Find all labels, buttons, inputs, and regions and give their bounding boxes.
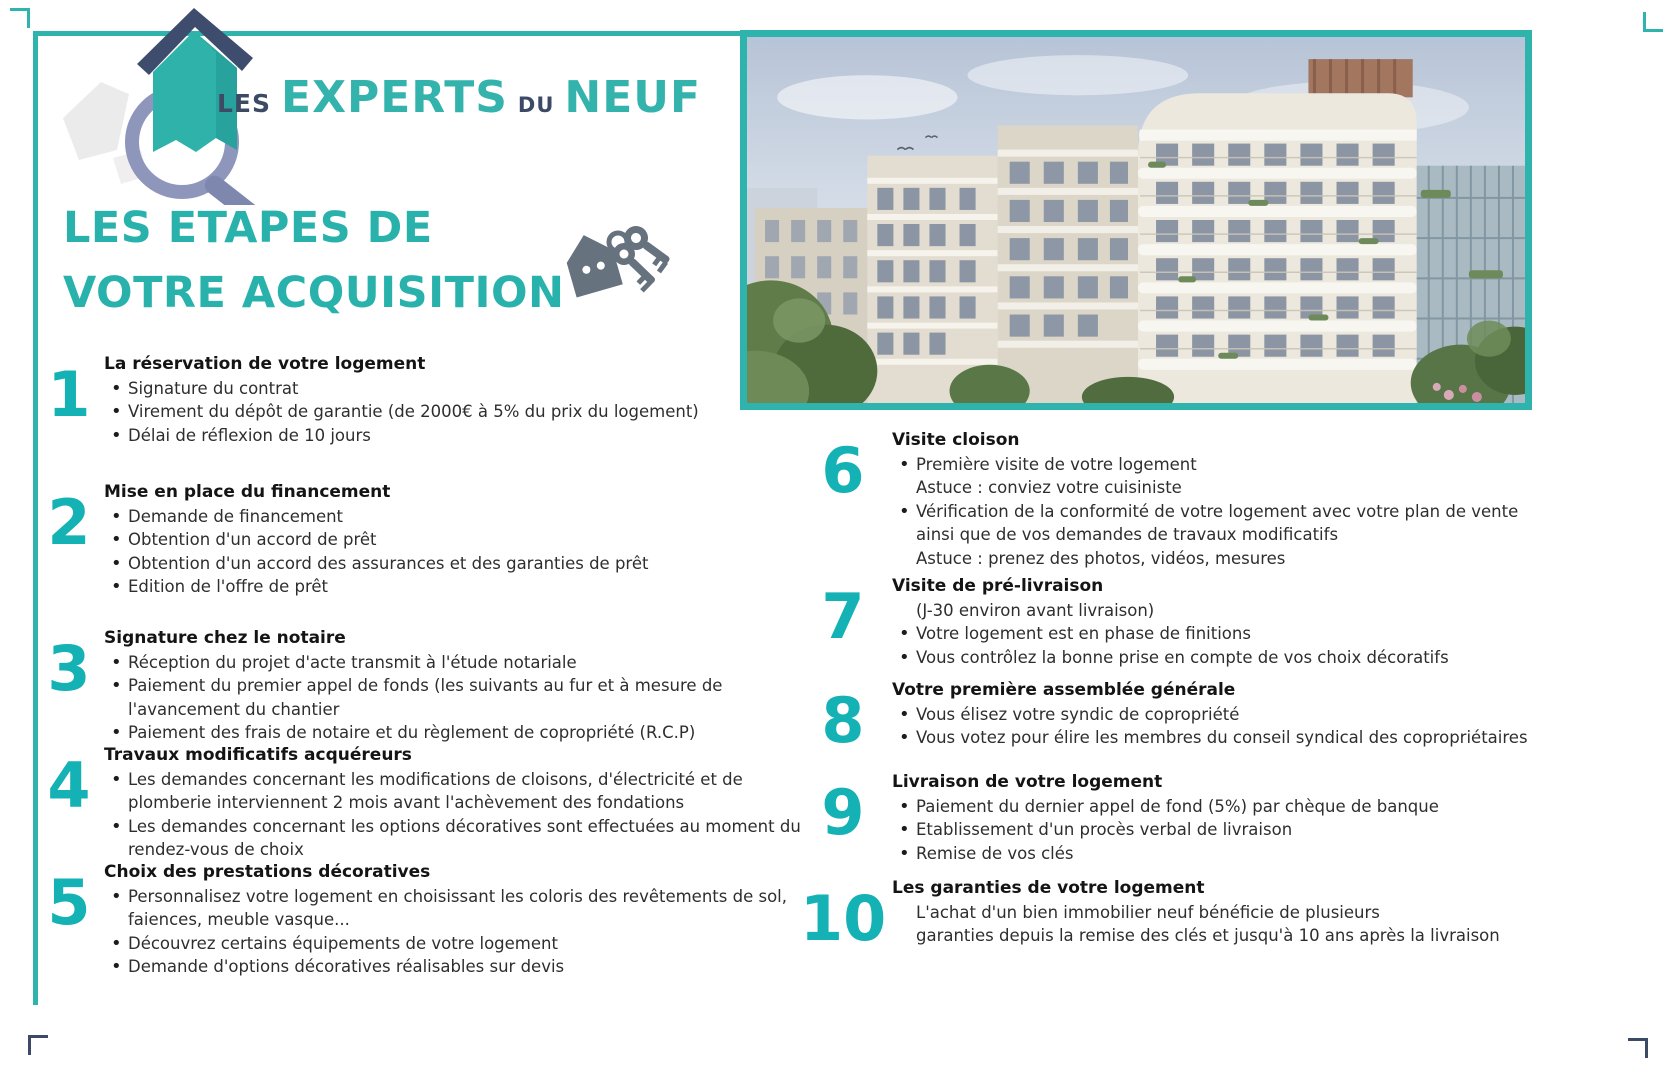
brand-word-du: DU [517,93,555,117]
step-item: • Vous contrôlez la bonne prise en compte de vos choix décoratifs [892,646,1542,669]
step-7 [800,576,1542,669]
step-10 [800,878,1542,955]
step-title: Visite de pré-livraison [892,576,1104,596]
brand-word-les: LES [217,89,272,118]
corner-mark-top-left [10,8,30,28]
step-item: • Edition de l'offre de prêt [104,575,804,598]
step-item: • Demande de financement [104,505,804,528]
step-3 [40,628,804,745]
step-item: • Les demandes concernant les options décoratives sont effectuées au moment du rendez-vous de choix [104,815,804,862]
step-title: Travaux modificatifs acquéreurs [104,745,412,765]
step-item: • Découvrez certains équipements de votre logement [104,932,804,955]
step-item: • Etablissement d'un procès verbal de livraison [892,818,1542,841]
step-9 [800,772,1542,865]
page-title-line2: VOTRE ACQUISITION [63,268,565,318]
step-number: 8 [821,684,865,757]
step-title: Les garanties de votre logement [892,878,1205,898]
step-number: 5 [47,866,91,939]
step-number: 6 [821,434,865,507]
step-item: Astuce : prenez des photos, vidéos, mesures [916,548,1286,568]
step-number: 9 [821,776,865,849]
step-2 [40,482,804,599]
step-item: • Paiement des frais de notaire et du règlement de copropriété (R.C.P) [104,721,804,744]
step-item: • Demande d'options décoratives réalisables sur devis [104,955,804,978]
corner-mark-bottom-left [28,1035,48,1055]
step-item: • Virement du dépôt de garantie (de 2000€ à 5% du prix du logement) [104,400,804,423]
step-item: (J-30 environ avant livraison) [916,601,1155,620]
page-title [63,196,565,326]
brand-logo [55,0,715,205]
step-title: Livraison de votre logement [892,772,1163,792]
step-item: • Vous votez pour élire les membres du conseil syndical des copropriétaires [892,726,1542,749]
step-item: • Obtention d'un accord de prêt [104,528,804,551]
brand-word-experts: EXPERTS [281,72,508,123]
step-number: 7 [821,580,865,653]
step-number: 4 [47,749,91,822]
step-item: • Remise de vos clés [892,842,1542,865]
step-title: Choix des prestations décoratives [104,862,431,882]
step-item: • Obtention d'un accord des assurances et des garanties de prêt [104,552,804,575]
step-item: • Signature du contrat [104,377,804,400]
step-number: 2 [47,486,91,559]
step-item: • Délai de réflexion de 10 jours [104,424,804,447]
building-photo-illustration [747,37,1525,403]
step-item: L'achat d'un bien immobilier neuf bénéficie de plusieurs [916,903,1380,922]
step-item: Astuce : conviez votre cuisiniste [916,478,1182,498]
step-6 [800,430,1542,570]
step-item: • Les demandes concernant les modifications de cloisons, d'électricité et de plomberie interviennent 2 mois avant l'achèvement des fondations [104,768,804,815]
page-title-line1: LES ETAPES DE [63,203,433,253]
step-item: garanties depuis la remise des clés et jusqu'à 10 ans après la livraison [916,926,1500,946]
step-title: La réservation de votre logement [104,354,426,374]
frame-left-line [33,31,38,1005]
step-4 [40,745,804,862]
step-item: • Votre logement est en phase de finitions [892,622,1542,645]
brand-word-neuf: NEUF [564,72,702,123]
step-item: • Vérification de la conformité de votre logement avec votre plan de vente ainsi que de vos demandes de travaux modificatifs [892,500,1542,547]
step-number: 3 [47,632,91,705]
step-number: 1 [47,358,91,431]
step-number: 10 [800,882,887,955]
step-item: • Paiement du dernier appel de fond (5%) par chèque de banque [892,795,1542,818]
corner-mark-top-right [1643,12,1663,32]
step-item: • Personnalisez votre logement en choisissant les coloris des revêtements de sol, faiences, meuble vasque... [104,885,804,932]
step-title: Visite cloison [892,430,1020,450]
step-title: Mise en place du financement [104,482,391,502]
step-1 [40,354,804,447]
step-item: • Première visite de votre logement [892,453,1542,476]
building-photo [740,30,1532,410]
step-5 [40,862,804,979]
brand-text [217,72,701,123]
step-title: Signature chez le notaire [104,628,346,648]
step-8 [800,680,1542,757]
step-item: • Paiement du premier appel de fonds (les suivants au fur et à mesure de l'avancement du chantier [104,674,804,721]
step-title: Votre première assemblée générale [892,680,1236,700]
step-item: • Réception du projet d'acte transmit à l'étude notariale [104,651,804,674]
corner-mark-bottom-right [1628,1038,1648,1058]
step-item: • Vous élisez votre syndic de copropriété [892,703,1542,726]
house-keys-icon [552,212,678,304]
